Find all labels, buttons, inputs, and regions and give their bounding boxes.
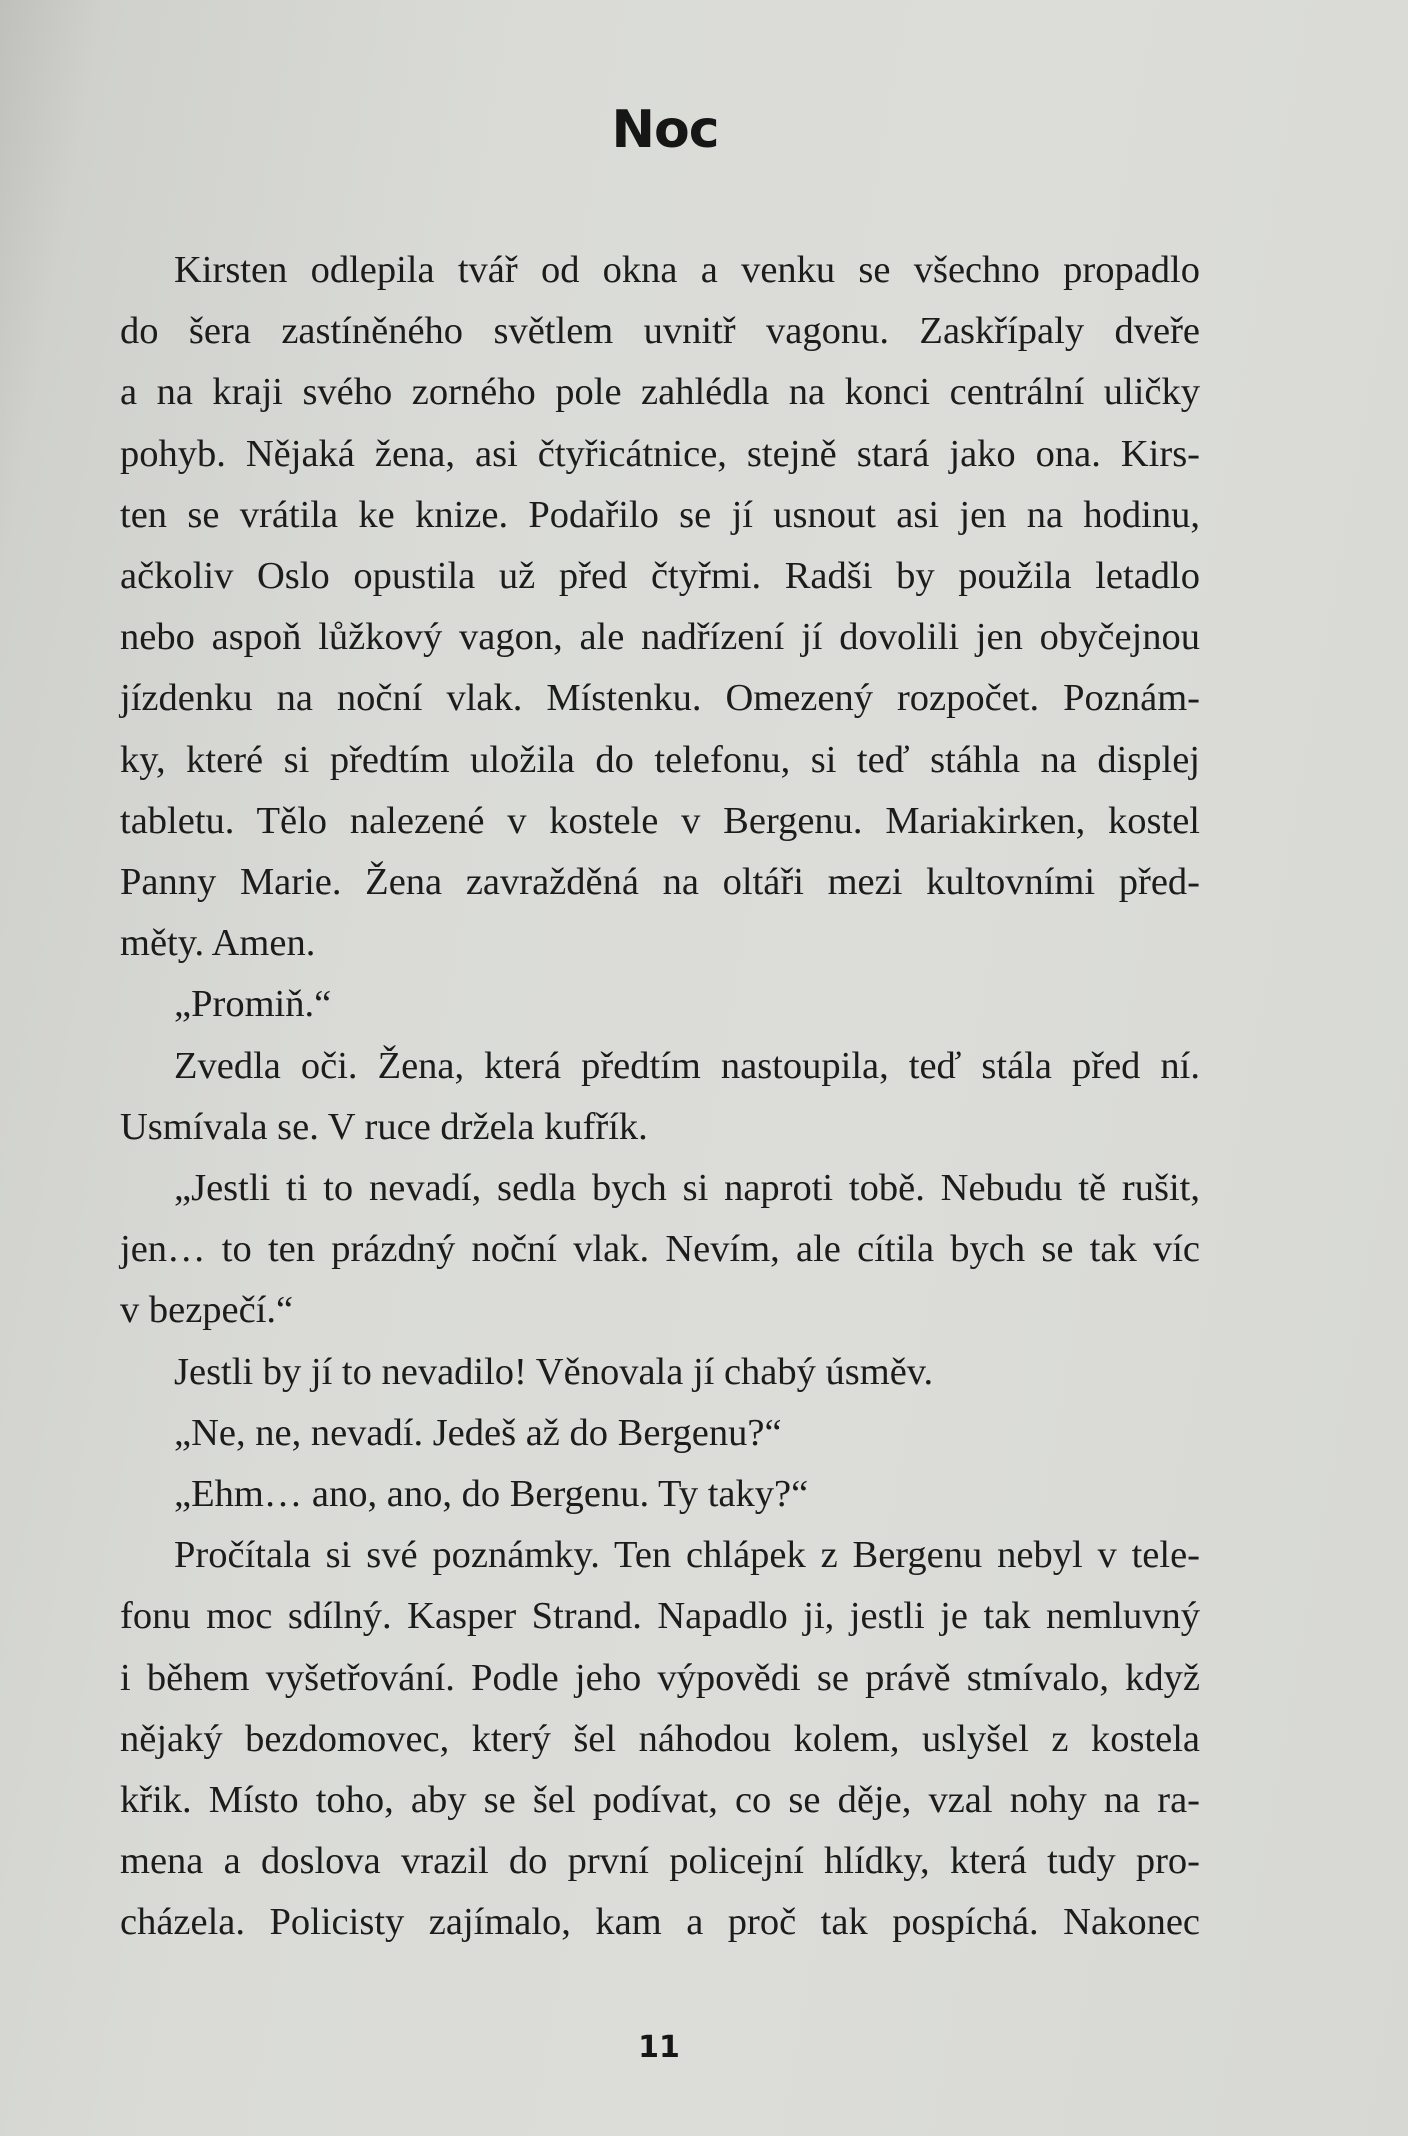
- text-line: „Ehm… ano, ano, do Bergenu. Ty taky?“: [174, 1473, 809, 1516]
- text-line: Jestli by jí to nevadilo! Věnovala jí chabý úsměv.: [174, 1350, 934, 1393]
- text-line: a na kraji svého zorného pole zahlédla na konci centrální uličky: [120, 371, 1200, 414]
- text-line: křik. Místo toho, aby se šel podívat, co se děje, vzal nohy na ra-: [120, 1779, 1200, 1822]
- chapter-title: Noc: [611, 100, 719, 160]
- text-line: tabletu. Tělo nalezené v kostele v Bergenu. Mariakirken, kostel: [120, 799, 1200, 842]
- text-line: mena a doslova vrazil do první policejní hlídky, která tudy pro-: [120, 1840, 1200, 1883]
- text-line: nebo aspoň lůžkový vagon, ale nadřízení jí dovolili jen obyčejnou: [120, 616, 1200, 659]
- text-line: „Jestli ti to nevadí, sedla bych si naproti tobě. Nebudu tě rušit,: [174, 1167, 1200, 1210]
- text-line: „Promiň.“: [174, 983, 332, 1026]
- text-line: „Ne, ne, nevadí. Jedeš až do Bergenu?“: [174, 1411, 782, 1454]
- text-line: fonu moc sdílný. Kasper Strand. Napadlo ji, jestli je tak nemluvný: [120, 1595, 1200, 1638]
- text-line: ačkoliv Oslo opustila už před čtyřmi. Radši by použila letadlo: [120, 555, 1200, 598]
- text-line: Panny Marie. Žena zavražděná na oltáři mezi kultovními před-: [120, 861, 1200, 904]
- text-line: v bezpečí.“: [120, 1289, 294, 1332]
- text-line: Zvedla oči. Žena, která předtím nastoupila, teď stála před ní.: [174, 1044, 1200, 1087]
- text-line: Kirsten odlepila tvář od okna a venku se všechno propadlo: [174, 249, 1200, 291]
- text-line: Usmívala se. V ruce držela kufřík.: [120, 1105, 648, 1148]
- text-line: cházela. Policisty zajímalo, kam a proč tak pospíchá. Nakonec: [120, 1901, 1200, 1944]
- page-number: 11: [638, 2030, 680, 2065]
- text-line: ten se vrátila ke knize. Podařilo se jí usnout asi jen na hodinu,: [120, 493, 1200, 536]
- text-line: pohyb. Nějaká žena, asi čtyřicátnice, stejně stará jako ona. Kirs-: [120, 432, 1200, 475]
- body-text: [120, 240, 1200, 1954]
- text-line: Pročítala si své poznámky. Ten chlápek z Bergenu nebyl v tele-: [174, 1534, 1200, 1577]
- text-line: ky, které si předtím uložila do telefonu, si teď stáhla na displej: [120, 738, 1200, 781]
- text-line: jízdenku na noční vlak. Místenku. Omezený rozpočet. Poznám-: [120, 677, 1200, 720]
- text-line: do šera zastíněného světlem uvnitř vagonu. Zaskřípaly dveře: [120, 310, 1200, 353]
- text-line: jen… to ten prázdný noční vlak. Nevím, ale cítila bych se tak víc: [120, 1228, 1200, 1271]
- text-line: i během vyšetřování. Podle jeho výpovědi se právě stmívalo, když: [120, 1656, 1200, 1699]
- text-line: měty. Amen.: [120, 922, 316, 965]
- text-line: nějaký bezdomovec, který šel náhodou kolem, uslyšel z kostela: [120, 1717, 1200, 1760]
